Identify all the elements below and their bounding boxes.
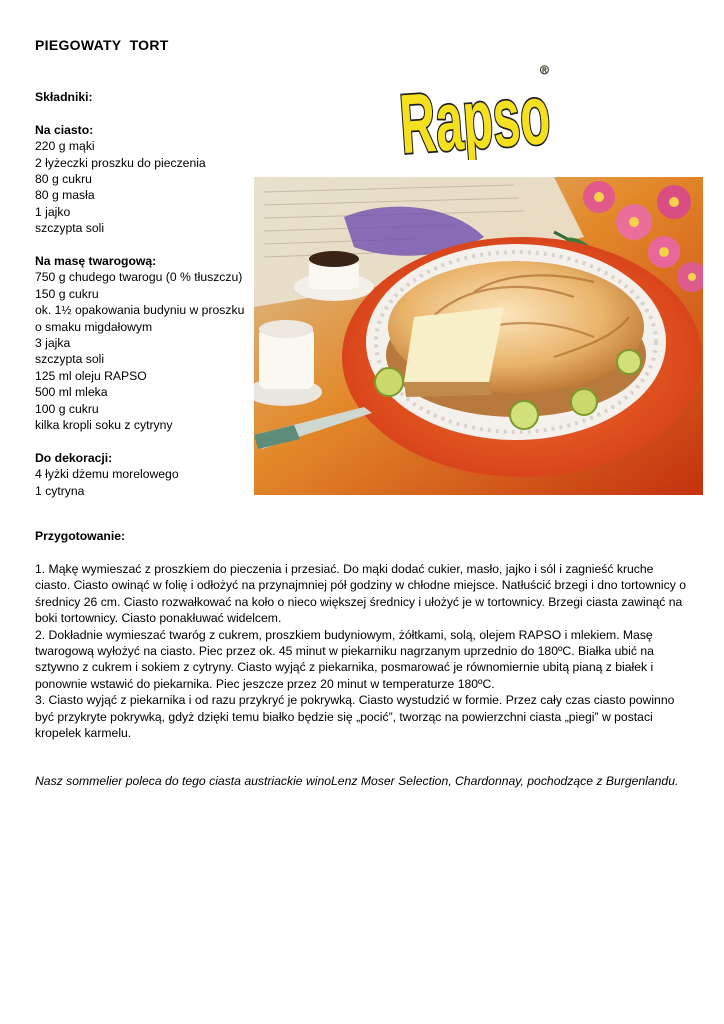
ingredient-item: 220 g mąki [35, 139, 95, 154]
dough-heading: Na ciasto: [35, 122, 94, 137]
svg-text:®: ® [540, 63, 549, 77]
filling-heading: Na masę twarogową: [35, 254, 157, 269]
ingredient-item: 100 g cukru [35, 401, 99, 416]
ingredient-item: 80 g cukru [35, 172, 92, 187]
svg-text:Rapso: Rapso [396, 60, 558, 160]
ingredient-item: o smaku migdałowym [35, 319, 153, 334]
preparation-step: 1. Mąkę wymieszać z proszkiem do pieczenia i przesiać. Do mąki dodać cukier, masło, jajko i sól i zagnieść kruche ciasto. Ciasto owinąć w folię i odłożyć na przynajmniej pół godziny w chłodne miejsce. Natłuścić brzegi i dno tortownicy o średnicy 26 cm. Ciasto rozwałkować na koło o nieco większej średnicy i ułożyć je w tortownicy. Brzegi ciasta zawinąć na boki tortownicy. Ciasto ponakłuwać widelcem. [35, 562, 686, 626]
ingredient-item: kilka kropli soku z cytryny [35, 418, 173, 433]
rapso-logo [396, 60, 558, 160]
ingredient-item: 80 g masła [35, 188, 95, 203]
sommelier-note: Nasz sommelier poleca do tego ciasta austriackie winoLenz Moser Selection, Chardonnay, pochodzące z Burgenlandu. [35, 774, 679, 788]
ingredient-item: 125 ml oleju RAPSO [35, 368, 147, 383]
ingredients-heading: Składniki: [35, 90, 93, 104]
ingredients-section [35, 89, 250, 499]
decoration-heading: Do dekoracji: [35, 450, 113, 465]
cake-photo [254, 177, 703, 495]
recipe-title: PIEGOWATY TORT [35, 37, 169, 53]
ingredient-item: 4 łyżki dżemu morelowego [35, 467, 179, 482]
ingredient-item: 3 jajka [35, 336, 71, 351]
preparation-step: 3. Ciasto wyjąć z piekarnika i od razu przykryć je pokrywką. Ciasto wystudzić w formie. Przez cały czas ciasto powinno być przykryte pokrywką, gdyż dzięki temu białko będzie się „pocić”, tworząc na powierzchni ciasta „piegi” w postaci kropelek karmelu. [35, 693, 675, 741]
ingredient-item: ok. 1½ opakowania budyniu w proszku [35, 303, 245, 318]
ingredient-item: 750 g chudego twarogu (0 % tłuszczu) [35, 270, 243, 285]
preparation-text [35, 561, 690, 741]
preparation-step: 2. Dokładnie wymieszać twaróg z cukrem, proszkiem budyniowym, żółtkami, solą, olejem RAPSO i mlekiem. Masę twarogową wyłożyć na ciasto. Piec przez ok. 45 minut w piekarniku nagrzanym uprzednio do 180ºC. Białka ubić na sztywno z cukrem i sokiem z cytryny. Ciasto wyjąć z piekarnika, posmarować je równomiernie ubitą pianą z białek i ponownie wstawić do piekarnika. Piec jeszcze przez 20 minut w temperaturze 180ºC. [35, 627, 654, 691]
ingredient-item: 2 łyżeczki proszku do pieczenia [35, 155, 206, 170]
preparation-heading: Przygotowanie: [35, 529, 126, 543]
ingredient-item: szczypta soli [35, 352, 105, 367]
ingredient-item: 1 cytryna [35, 483, 85, 498]
ingredient-item: szczypta soli [35, 221, 105, 236]
ingredient-item: 1 jajko [35, 204, 71, 219]
ingredient-item: 150 g cukru [35, 286, 99, 301]
ingredient-item: 500 ml mleka [35, 385, 108, 400]
